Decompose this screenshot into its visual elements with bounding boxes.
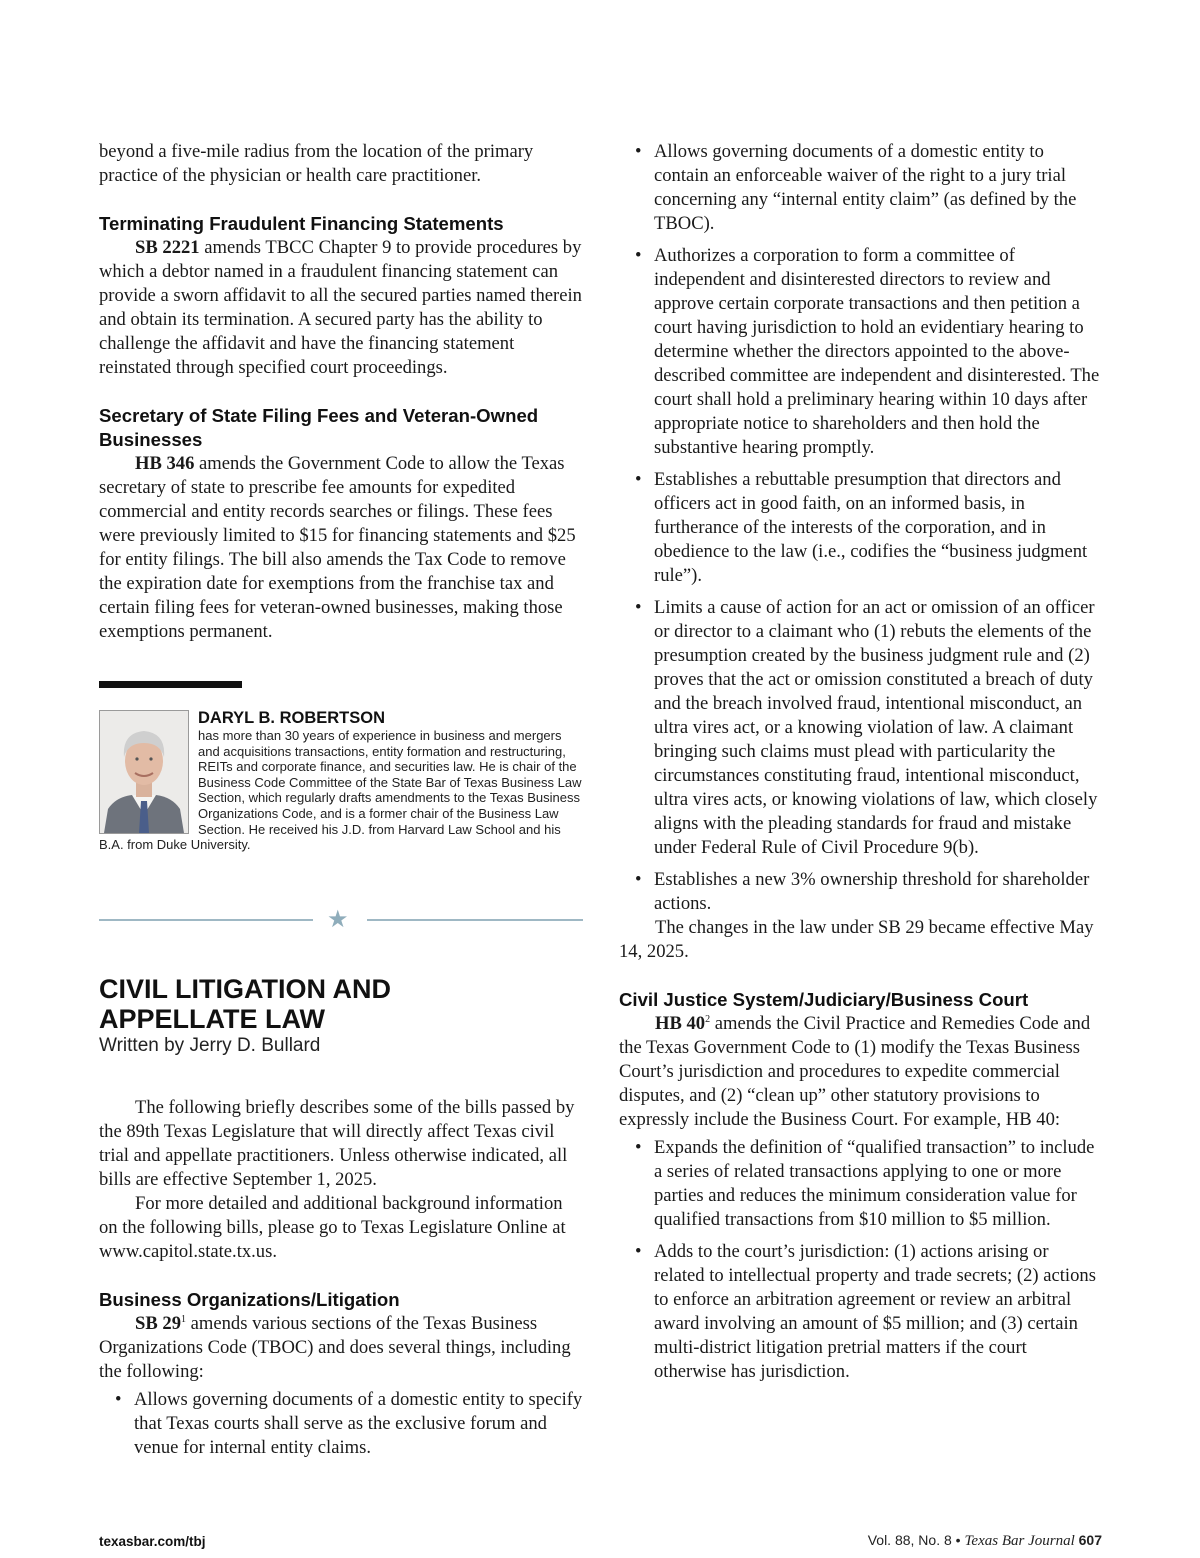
list-item: • Establishes a new 3% ownership threshold for shareholder actions. — [619, 868, 1103, 916]
footnote-1: 1 — [181, 1313, 186, 1325]
bill-hb40: HB 40 — [655, 1013, 706, 1034]
sb29-text: amends various sections of the Texas Business Organizations Code (TBOC) and does several things, including the following: — [99, 1313, 571, 1382]
footer-url[interactable]: texasbar.com/tbj — [99, 1534, 206, 1549]
list-item: • Adds to the court’s jurisdiction: (1) actions arising or related to intellectual property and trade secrets; (2) actions to enforce an arbitration agreement or review an arbitral award involving an amount of $5 million; and (3) certain multi-district litigation pretrial matters if the court otherwise has jurisdiction. — [619, 1240, 1103, 1384]
section-intro-1: The following briefly describes some of the bills passed by the 89th Texas Legislature that will directly affect Texas civil trial and appellate practitioners. Unless otherwise indicated, all bills are effective September 1, 2025. — [99, 1097, 575, 1190]
author-name: DARYL B. ROBERTSON — [198, 709, 386, 727]
footer-bullet: • — [955, 1532, 961, 1548]
footer-volume: Vol. 88, No. 8 — [867, 1532, 952, 1548]
section-intro-2: For more detailed and additional background information on the following bills, please go to Texas Legislature Online at www.capitol.state.tx.us. — [99, 1193, 566, 1262]
footer-info — [868, 1532, 1102, 1550]
author-portrait — [100, 711, 188, 833]
section-divider — [99, 905, 583, 934]
heading-civil-justice: Civil Justice System/Judiciary/Business Court — [619, 989, 1029, 1010]
list-item: • Allows governing documents of a domestic entity to contain an enforceable waiver of the right to a jury trial concerning any “internal entity claim” (as defined by the TBOC). — [619, 140, 1103, 236]
bio-rule — [99, 681, 242, 688]
effective-date-paragraph: The changes in the law under SB 29 became effective May 14, 2025. — [619, 917, 1094, 962]
paragraph-hb40 — [619, 1012, 1103, 1132]
footer-journal: Texas Bar Journal — [964, 1533, 1075, 1549]
bill-hb346: HB 346 — [135, 453, 195, 474]
heading-filing-fees: Secretary of State Filing Fees and Veteran-Owned Businesses — [99, 405, 539, 450]
hb346-text: amends the Government Code to allow the Texas secretary of state to prescribe fee amounts for expedited commercial and entity records searches or filings. These fees were previously limited to $15 for financing statements and $25 for entity filings. The bill also amends the Tax Code to remove the expiration date for exemptions from the franchise tax and certain filing fees for veteran-owned businesses, making those exemptions permanent. — [99, 453, 576, 642]
section-title-line2: APPELLATE LAW — [99, 1004, 325, 1034]
heading-fraudulent-financing: Terminating Fraudulent Financing Statements — [99, 213, 504, 234]
star-icon: ★ — [327, 905, 349, 933]
section-title-line1: CIVIL LITIGATION AND — [99, 974, 391, 1004]
right-column — [619, 140, 1103, 1392]
author-bio — [99, 710, 583, 853]
list-item: • Establishes a rebuttable presumption that directors and officers act in good faith, on an informed basis, in furtherance of the interests of the corporation, and in obedience to the law (i.e., codifies the “business judgment rule”). — [619, 468, 1103, 588]
left-column — [99, 140, 583, 644]
divider-line-right — [367, 919, 583, 921]
sb29-bullets-right — [619, 140, 1103, 916]
list-item: • Expands the definition of “qualified transaction” to include a series of related transactions applying to one or more parties and reduces the minimum consideration value for qualified transactions from $10 million to $5 million. — [619, 1136, 1103, 1232]
list-item: • Authorizes a corporation to form a committee of independent and disinterested directors to review and approve certain corporate transactions and then petition a court having jurisdiction to hold an evidentiary hearing to determine whether the directors appointed to the above-described committee are independent and disinterested. The court shall hold a preliminary hearing within 10 days after appropriate notice to shareholders and then hold the substantive hearing promptly. — [619, 244, 1103, 460]
bio-text: has more than 30 years of experience in business and mergers and acquisitions transactions, entity formation and restructuring, REITs and corporate finance, and securities law. He is chair of the Business Code Committee of the State Bar of Texas Business Law Section, which regularly drafts amendments to the Texas Business Organizations Code, and is a former chair of the Business Law Section. He received his J.D. from Harvard Law School and his B.A. from Duke University. — [99, 728, 582, 853]
sb29-bullets-left — [99, 1388, 583, 1460]
page-number: 607 — [1078, 1532, 1102, 1548]
hb40-text: amends the Civil Practice and Remedies Code and the Texas Government Code to (1) modify the Texas Business Court’s jurisdiction and procedures to expedite commercial disputes, and (2) “clean up” other statutory provisions to expressly include the Business Court. For example, HB 40: — [619, 1013, 1091, 1130]
bill-sb29: SB 29 — [135, 1313, 181, 1334]
intro-continuation: beyond a five-mile radius from the location of the primary practice of the physician or health care practitioner. — [99, 141, 534, 186]
sb2221-text: amends TBCC Chapter 9 to provide procedures by which a debtor named in a fraudulent financing statement can provide a sworn affidavit to all the secured parties named therein and obtain its termination. A secured party has the ability to challenge the affidavit and have the financing statement reinstated through specified court proceedings. — [99, 237, 582, 378]
paragraph-sb29 — [99, 1312, 583, 1384]
section-byline: Written by Jerry D. Bullard — [99, 1035, 321, 1056]
hb40-bullets — [619, 1136, 1103, 1384]
heading-business-organizations: Business Organizations/Litigation — [99, 1289, 400, 1310]
left-column-lower — [99, 1096, 583, 1468]
footnote-2: 2 — [705, 1013, 711, 1025]
divider-line-left — [99, 919, 313, 921]
list-item: • Allows governing documents of a domestic entity to specify that Texas courts shall serve as the exclusive forum and venue for internal entity claims. — [99, 1388, 583, 1460]
author-photo — [99, 710, 189, 834]
paragraph-sb2221 — [99, 236, 583, 380]
section-title — [99, 974, 583, 1034]
list-item: • Limits a cause of action for an act or omission of an officer or director to a claimant who (1) rebuts the elements of the presumption created by the business judgment rule and (2) proves that the act or omission constituted a breach of duty and the breach involved fraud, intentional misconduct, an ultra vires act, or a knowing violation of law. A claimant bringing such claims must plead with particularity the circumstances constituting fraud, intentional misconduct, ultra vires acts, or knowing violations of law, which closely aligns with the pleading standards for fraud and mistake under Federal Rule of Civil Procedure 9(b). — [619, 596, 1103, 860]
paragraph-hb346 — [99, 452, 583, 644]
bill-sb2221: SB 2221 — [135, 237, 200, 258]
